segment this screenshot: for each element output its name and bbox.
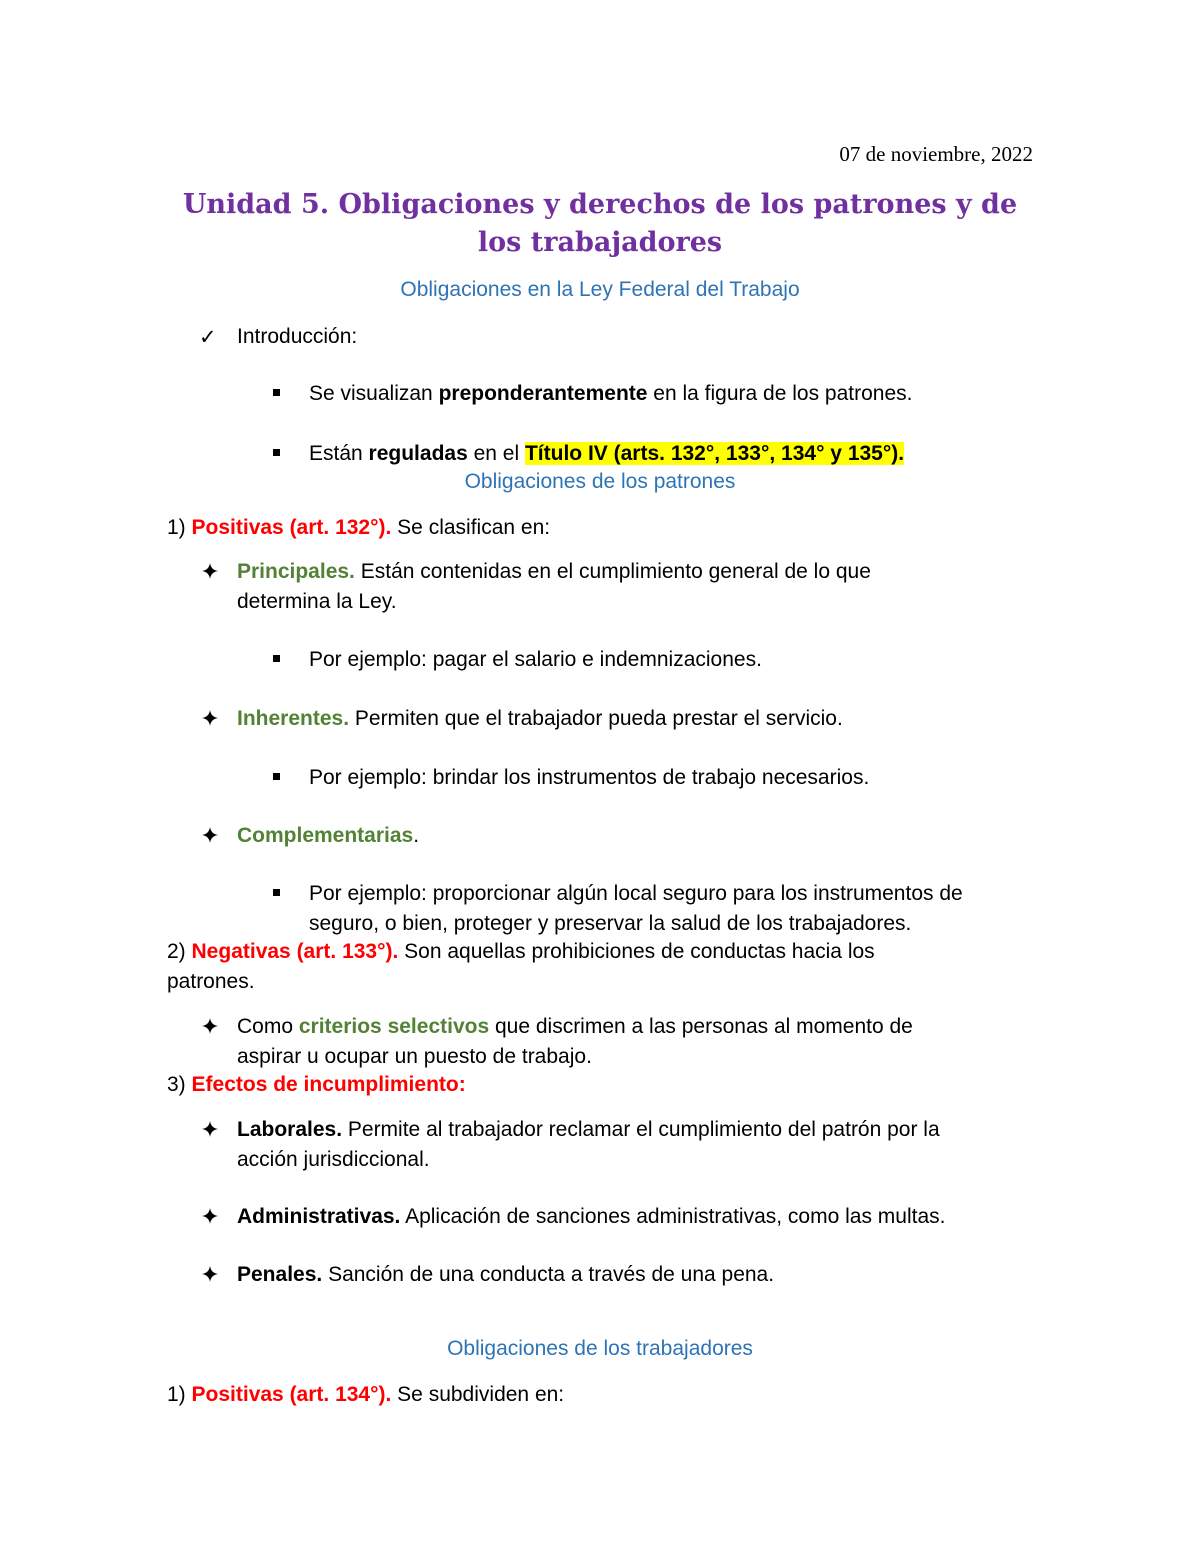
complementarias-item <box>237 821 419 851</box>
principales-example: Por ejemplo: pagar el salario e indemnizaciones. <box>309 648 762 671</box>
title-line-1: Unidad 5. Obligaciones y derechos de los patrones y de <box>182 189 1018 220</box>
positivas-label: Positivas (art. 132°). <box>191 516 392 539</box>
square-bullet-icon <box>273 655 280 662</box>
criterios-selectivos-label: criterios selectivos <box>298 1015 490 1038</box>
complementarias-example-line1: Por ejemplo: proporcionar algún local seguro para los instrumentos de <box>309 882 963 905</box>
complementarias-example-line2: seguro, o bien, proteger y preservar la salud de los trabajadores. <box>309 912 912 935</box>
administrativas-text: Aplicación de sanciones administrativas, como las multas. <box>400 1205 946 1228</box>
heading-obligaciones-patrones: Obligaciones de los patrones <box>464 470 736 493</box>
como-rest: que discrimen a las personas al momento de <box>489 1015 913 1038</box>
penales-text: Sanción de una conducta a través de una pena. <box>322 1263 775 1286</box>
inherentes-text: Permiten que el trabajador pueda prestar el servicio. <box>349 707 843 730</box>
inherentes-label: Inherentes. <box>237 707 350 730</box>
inherentes-example: Por ejemplo: brindar los instrumentos de trabajo necesarios. <box>309 766 870 789</box>
penales-label: Penales. <box>237 1263 323 1286</box>
diamond-bullet-icon <box>202 827 218 843</box>
page-title <box>167 186 1033 262</box>
positivas-trabajadores-number: 1) <box>167 1383 192 1406</box>
intro-bullet-2-mid: en el <box>467 442 525 465</box>
diamond-bullet-icon <box>202 563 218 579</box>
title-line-2: los trabajadores <box>477 227 723 258</box>
square-bullet-icon <box>273 389 280 396</box>
square-bullet-icon <box>273 889 280 896</box>
intro-bullet-1-text: Se visualizan <box>309 382 439 405</box>
principales-line2: determina la Ley. <box>237 590 397 613</box>
positivas-text: Se clasifican en: <box>391 516 551 539</box>
administrativas-label: Administrativas. <box>237 1205 401 1228</box>
positivas-number: 1) <box>167 516 192 539</box>
positivas-trabajadores-item <box>167 1380 564 1410</box>
laborales-line2: acción jurisdiccional. <box>237 1148 430 1171</box>
intro-bullet-1 <box>309 379 912 409</box>
laborales-label: Laborales. <box>237 1118 343 1141</box>
positivas-trabajadores-text: Se subdividen en: <box>391 1383 565 1406</box>
efectos-label: Efectos de incumplimiento: <box>191 1073 466 1096</box>
heading-ley-federal: Obligaciones en la Ley Federal del Trabajo <box>400 278 800 301</box>
diamond-bullet-icon <box>202 710 218 726</box>
highlighted-titulo-iv: Título IV (arts. 132°, 133°, 134° y 135°). <box>524 442 905 465</box>
como-text: Como <box>237 1015 299 1038</box>
square-bullet-icon <box>273 449 280 456</box>
inherentes-item <box>237 704 843 734</box>
document-date: 07 de noviembre, 2022 <box>839 142 1033 166</box>
administrativas-item <box>237 1202 945 1232</box>
checkmark-icon: ✓ <box>199 325 217 349</box>
negativas-text: Son aquellas prohibiciones de conductas hacia los <box>398 940 875 963</box>
como-line2: aspirar u ocupar un puesto de trabajo. <box>237 1045 592 1068</box>
diamond-bullet-icon <box>202 1121 218 1137</box>
intro-bullet-2 <box>309 439 904 469</box>
negativas-number: 2) <box>167 940 192 963</box>
penales-item <box>237 1260 774 1290</box>
heading-obligaciones-trabajadores: Obligaciones de los trabajadores <box>447 1337 753 1360</box>
negativas-line2: patrones. <box>167 970 255 993</box>
intro-bullet-1-bold: preponderantemente <box>438 382 648 405</box>
negativas-label: Negativas (art. 133°). <box>191 940 399 963</box>
laborales-item <box>237 1115 1033 1145</box>
laborales-text: Permite al trabajador reclamar el cumplimiento del patrón por la <box>342 1118 940 1141</box>
positivas-item <box>167 513 550 543</box>
positivas-trabajadores-label: Positivas (art. 134°). <box>191 1383 392 1406</box>
intro-bullet-2-text: Están <box>309 442 369 465</box>
intro-label: Introducción: <box>237 325 358 348</box>
diamond-bullet-icon <box>202 1018 218 1034</box>
complementarias-dot: . <box>413 824 420 847</box>
intro-bullet-1-rest: en la figura de los patrones. <box>647 382 913 405</box>
diamond-bullet-icon <box>202 1208 218 1224</box>
square-bullet-icon <box>273 773 280 780</box>
complementarias-label: Complementarias <box>237 824 414 847</box>
negativas-item <box>167 937 1033 967</box>
intro-bullet-2-bold: reguladas <box>368 442 468 465</box>
principales-text: Están contenidas en el cumplimiento general de lo que <box>354 560 871 583</box>
principales-item <box>237 557 1033 587</box>
efectos-number: 3) <box>167 1073 192 1096</box>
como-item <box>237 1012 1033 1042</box>
principales-label: Principales. <box>237 560 355 583</box>
diamond-bullet-icon <box>202 1266 218 1282</box>
efectos-item <box>167 1070 466 1100</box>
